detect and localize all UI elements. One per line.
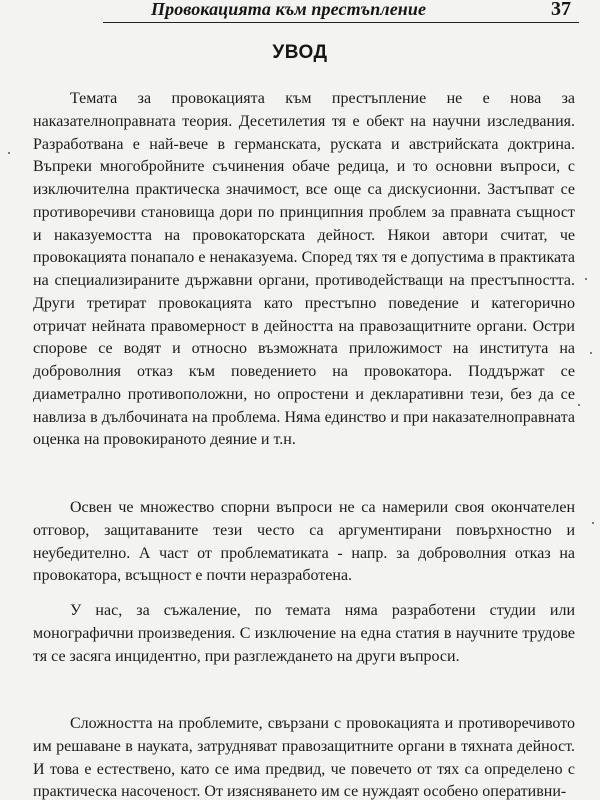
paragraph-4-block [33,713,575,800]
running-header [103,0,579,23]
paragraph-2-block [33,497,575,588]
print-speck [8,152,10,154]
print-speck [585,278,587,280]
running-title: Провокацията към престъпление [151,0,427,19]
print-speck [578,404,580,406]
paragraph-4: Сложността на проблемите, свързани с провокацията и противоречивото им решаване в науката, затрудняват правозащитните органи в тяхната дейност. И това е естествено, като се има предвид, че повечето от тях са определено с практическа насоченост. От изясняването им се нуждаят особено оперативни- [33,715,575,800]
section-title: УВОД [272,42,328,63]
paragraph-3: У нас, за съжаление, по темата няма разработени студии или монографични произведения. С изключение на една статия в научните трудове тя се засяга инцидентно, при разглеждането на други въпроси. [33,602,575,665]
paragraph-2: Освен че множество спорни въпроси не са намерили своя окончателен отговор, защитаваните тези често са аргументирани повърхностно и неубедително. А част от проблематиката - напр. за доброволния отказ на провокатора, всъщност е почти неразработена. [33,499,575,585]
print-speck [592,522,594,524]
page-number: 37 [551,0,571,20]
paragraph-1-block [33,88,575,452]
paragraph-1: Темата за провокацията към престъпление не е нова за наказателноправната теория. Десетилетия тя е обект на научни изследвания. Разработвана е най-вече в германската, руската и австрийската доктрина. Въпреки многобройните съчинения обаче редица, и то основни въпроси, с изключителна практическа значимост, все още са дискусионни. Застъпват се противоречиви становища дори по принципния проблем за правната същност и наказуемостта на провокаторската дейност. Някои автори считат, че провокацията понапало е ненаказуема. Според тях тя е допустима в практиката на специализираните държавни органи, противодействащи на престъпността. Други третират провокацията като престъпно поведение и категорично отричат нейната правомерност в дейността на правозащитните органи. Остри спорове се водят и относно възможната приложимост на института на доброволния отказ към поведението на провокатора. Поддържат се диаметрално противоположни, но опростени и декларативни тези, без да се навлиза в дълбочината на проблема. Няма единство и при наказателноправната оценка на провокираното деяние и т.н. [33,90,575,449]
paragraph-3-block [33,600,575,668]
print-speck [590,352,592,354]
